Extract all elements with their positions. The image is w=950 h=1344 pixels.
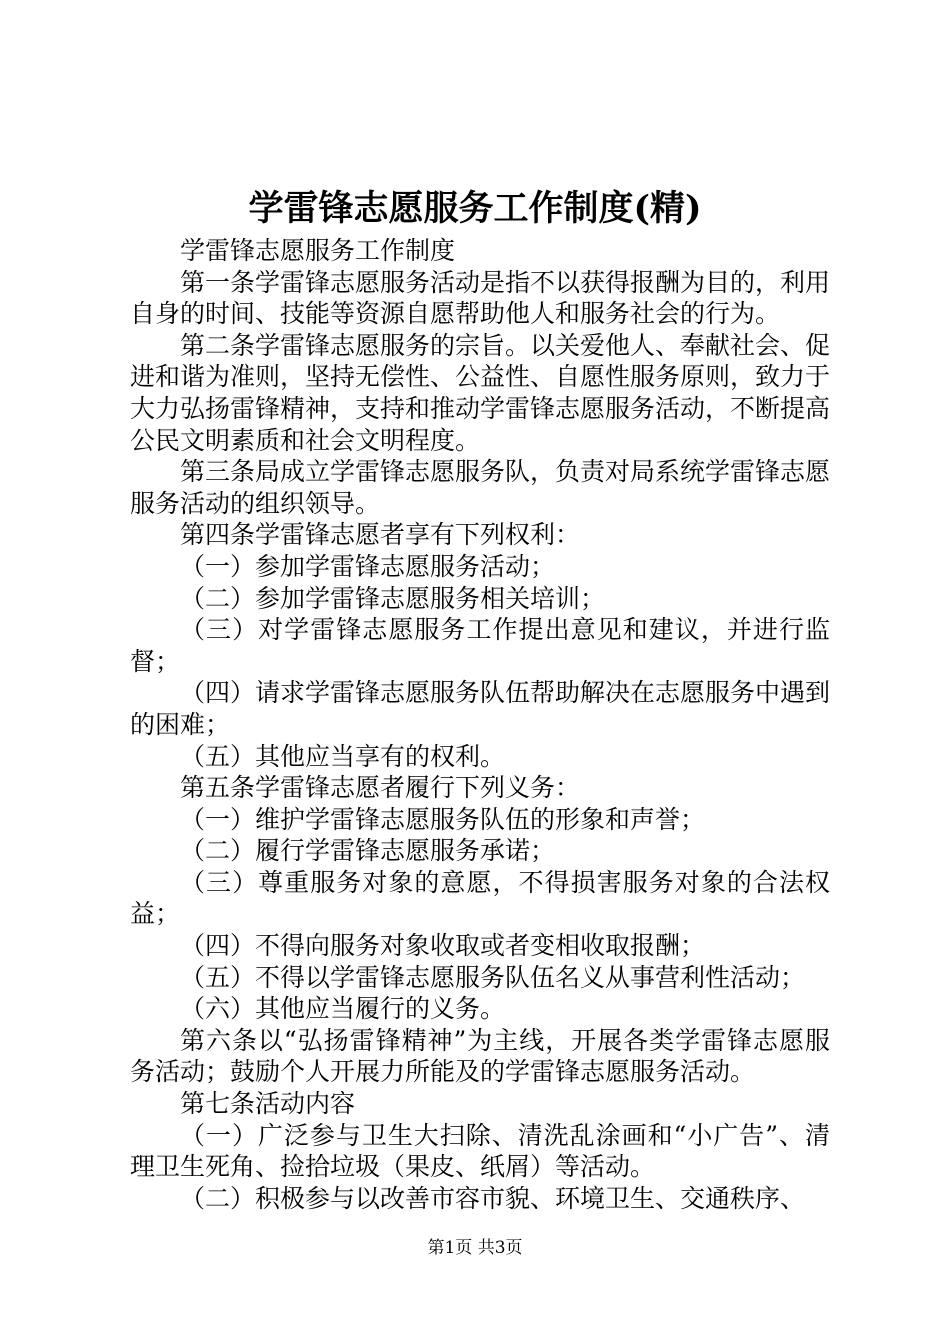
list-item-right-2: （二）参加学雷锋志愿服务相关培训； — [180, 583, 606, 613]
list-item-duty-1: （一）维护学雷锋志愿服务队伍的形象和声誉； — [180, 804, 706, 834]
page-number-footer: 第1页 共3页 — [427, 1238, 523, 1258]
list-item-duty-5: （五）不得以学雷锋志愿服务队伍名义从事营利性活动； — [180, 962, 806, 992]
paragraph-article-2: 第二条学雷锋志愿服务的宗旨。以关爱他人、奉献社会、促进和谐为准则，坚持无偿性、公益性、自愿性服务原则，致力于大力弘扬雷锋精神，支持和推动学雷锋志愿服务活动，不断提高公民文明素质和社会文明程度。 — [130, 330, 831, 455]
paragraph-article-7: 第七条活动内容 — [180, 1089, 356, 1119]
paragraph-article-3: 第三条局成立学雷锋志愿服务队，负责对局系统学雷锋志愿服务活动的组织领导。 — [130, 457, 831, 518]
document-body — [130, 235, 830, 1214]
list-item-duty-4: （四）不得向服务对象收取或者变相收取报酬； — [180, 931, 706, 961]
list-item-right-1: （一）参加学雷锋志愿服务活动； — [180, 551, 556, 581]
list-item-duty-3: （三）尊重服务对象的意愿，不得损害服务对象的合法权益； — [130, 867, 830, 929]
list-item-activity-1: （一）广泛参与卫生大扫除、清洗乱涂画和“小广告”、清理卫生死角、捡拾垃圾（果皮、纸屑）等活动。 — [130, 1120, 830, 1182]
document-title: 学雷锋志愿服务工作制度(精) — [248, 188, 702, 229]
list-item-right-5: （五）其他应当享有的权利。 — [180, 741, 506, 771]
paragraph-article-5: 第五条学雷锋志愿者履行下列义务： — [180, 773, 581, 803]
list-item-duty-6: （六）其他应当履行的义务。 — [180, 994, 506, 1024]
list-item-duty-2: （二）履行学雷锋志愿服务承诺； — [180, 836, 556, 866]
list-item-right-3: （三）对学雷锋志愿服务工作提出意见和建议，并进行监督； — [130, 615, 830, 676]
list-item-activity-2: （二）积极参与以改善市容市貌、环境卫生、交通秩序、 — [180, 1183, 806, 1213]
paragraph-article-4: 第四条学雷锋志愿者享有下列权利： — [180, 520, 581, 550]
list-item-right-4: （四）请求学雷锋志愿服务队伍帮助解决在志愿服务中遇到的困难； — [130, 678, 831, 739]
paragraph-article-6: 第六条以“弘扬雷锋精神”为主线，开展各类学雷锋志愿服务活动；鼓励个人开展力所能及的学雷锋志愿服务活动。 — [130, 1025, 830, 1087]
paragraph-heading: 学雷锋志愿服务工作制度 — [180, 236, 456, 265]
paragraph-article-1: 第一条学雷锋志愿服务活动是指不以获得报酬为目的，利用自身的时间、技能等资源自愿帮助他人和服务社会的行为。 — [130, 267, 831, 329]
